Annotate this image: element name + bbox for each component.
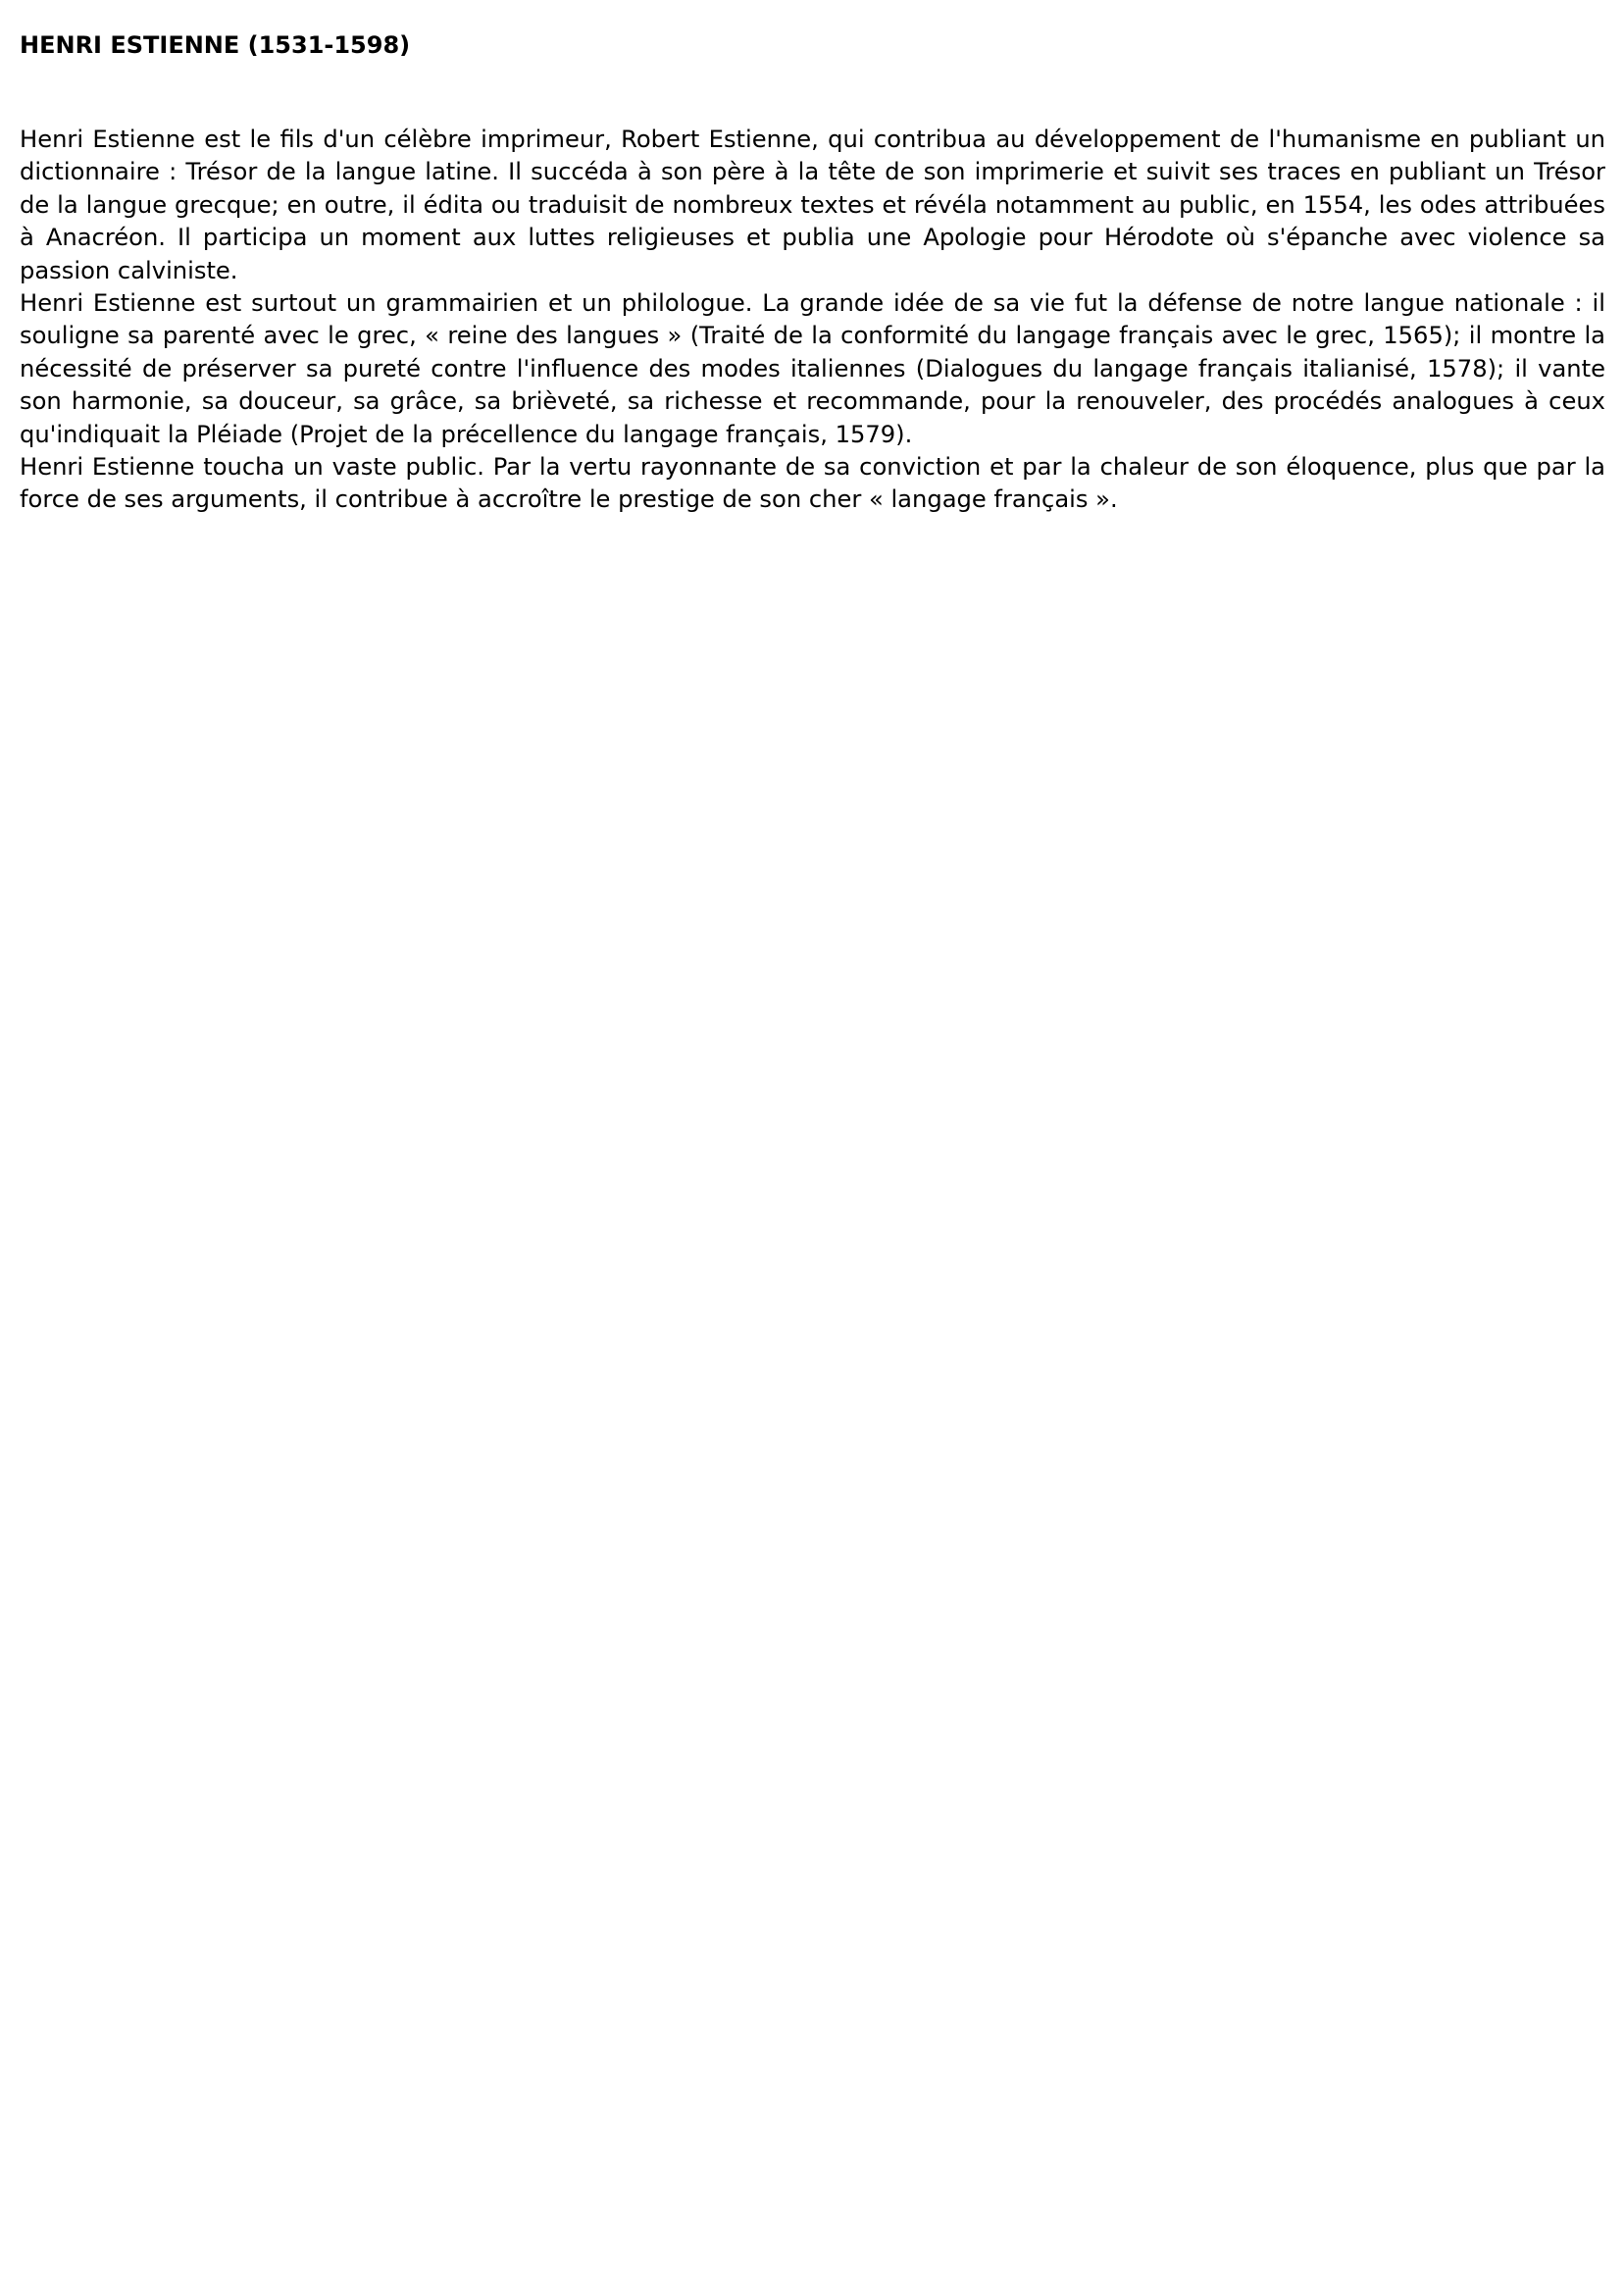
paragraph-2: Henri Estienne est surtout un grammairien et un philologue. La grande idée de sa vie fut la défense de notre langue nationale : il souligne sa parenté avec le grec, « reine des langues » (Traité de la conformité du langage français avec le grec, 1565); il montre la nécessité de préserver sa pureté contre l'influence des modes italiennes (Dialogues du langage français italianisé, 1578); il vante son harmonie, sa douceur, sa grâce, sa brièveté, sa richesse et recommande, pour la renouveler, des procédés analogues à ceux qu'indiquait la Pléiade (Projet de la précellence du langage français, 1579). [20, 289, 1605, 448]
paragraph-1: Henri Estienne est le fils d'un célèbre imprimeur, Robert Estienne, qui contribua au développement de l'humanisme en publiant un dictionnaire : Trésor de la langue latine. Il succéda à son père à la tête de son imprimerie et suivit ses traces en publiant un Trésor de la langue grecque; en outre, il édita ou traduisit de nombreux textes et révéla notamment au public, en 1554, les odes attribuées à Anacréon. Il participa un moment aux luttes religieuses et publia une Apologie pour Hérodote où s'épanche avec violence sa passion calviniste. [20, 126, 1605, 284]
paragraph-3: Henri Estienne toucha un vaste public. Par la vertu rayonnante de sa conviction et par la chaleur de son éloquence, plus que par la force de ses arguments, il contribue à accroître le prestige de son cher « langage français ». [20, 453, 1605, 514]
document-body [20, 124, 1605, 517]
document-title: HENRI ESTIENNE (1531-1598) [20, 31, 411, 59]
